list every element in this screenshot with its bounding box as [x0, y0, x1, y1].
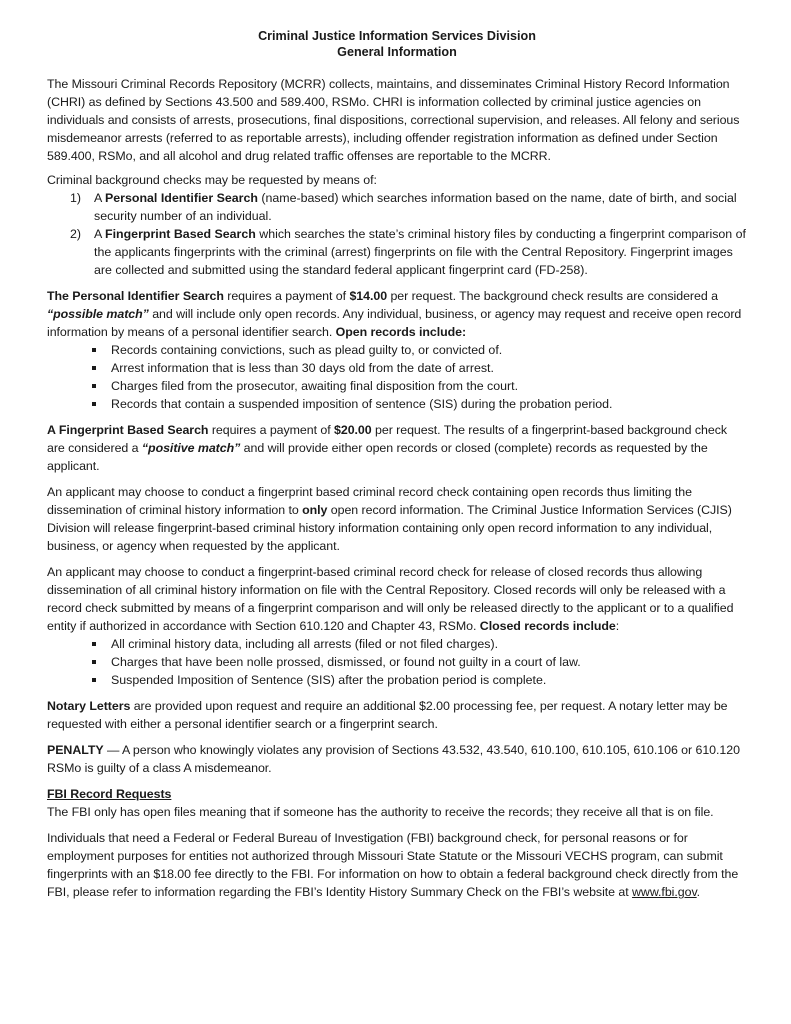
means-intro: Criminal background checks may be requested by means of: [47, 173, 377, 187]
means-item: 2) A Fingerprint Based Search which searches the state’s criminal history files by conducting a fingerprint comparison of the applicants fingerprints with the criminal (arrest) fingerprints on file with the Central Repository. Fingerprint images are collected and submitted using the standard federal applicant fingerprint card (FD-258). [70, 227, 746, 277]
positive-match-term: “positive match” [141, 441, 241, 455]
penalty-paragraph: PENALTY — A person who knowingly violates any provision of Sections 43.532, 43.540, 610.100, 610.105, 610.106 or 610.120 RSMo is guilty of a class A misdemeanor. [47, 743, 740, 775]
notary-paragraph: Notary Letters are provided upon request and require an additional $2.00 processing fee, per request. A notary letter may be requested with either a personal identifier search or a fingerprint search. [47, 699, 728, 731]
closed-records-paragraph: An applicant may choose to conduct a fingerprint-based criminal record check for release of closed records thus allowing dissemination of all criminal history information on file with the Central Repository. Closed records will only be released with a record check submitted by means of a fingerprint comparison and will only be released directly to the applicant or to a qualified entity if authorized in accordance with Section 610.120 and Chapter 43, RSMo. Closed records include: [47, 565, 734, 633]
list-item: Records containing convictions, such as plead guilty to, or convicted of. [47, 341, 747, 359]
fbi-paragraph-2: Individuals that need a Federal or Federal Bureau of Investigation (FBI) background check, for personal reasons or for employment purposes for entities not authorized through Missouri State Statute or the Missouri VECHS program, can submit fingerprints with an $18.00 fee directly to the FBI. For information on how to obtain a federal background check directly from the FBI, please refer to information regarding the FBI’s Identity History Summary Check on the FBI’s website at www.fbi.gov. [47, 831, 739, 899]
title-line-1: Criminal Justice Information Services Division [258, 29, 536, 43]
document-title [47, 28, 747, 60]
list-item: Records that contain a suspended imposition of sentence (SIS) during the probation period. [47, 395, 747, 413]
fbi-paragraph-1: The FBI only has open files meaning that if someone has the authority to receive the records; they receive all that is on file. [47, 805, 714, 819]
personal-identifier-paragraph: The Personal Identifier Search requires a payment of $14.00 per request. The background check results are considered a “possible match” and will include only open records. Any individual, business, or agency may request and receive open record information by means of a personal identifier search. Open records include: [47, 289, 742, 339]
fingerprint-search-paragraph: A Fingerprint Based Search requires a payment of $20.00 per request. The results of a fingerprint-based background check are considered a “positive match” and will provide either open records or closed (complete) records as requested by the applicant. [47, 423, 727, 473]
open-records-list [47, 341, 747, 413]
open-records-paragraph: An applicant may choose to conduct a fingerprint based criminal record check containing open records thus limiting the dissemination of criminal history information to only open record information. The Criminal Justice Information Services (CJIS) Division will release fingerprint-based criminal history information containing only open record information to any individual, business, or agency when requested by the applicant. [47, 485, 732, 553]
list-item: Suspended Imposition of Sentence (SIS) after the probation period is complete. [47, 671, 747, 689]
means-item: 1) A Personal Identifier Search (name-based) which searches information based on the name, date of birth, and social security number of an individual. [70, 191, 737, 223]
means-item-term: Fingerprint Based Search [105, 227, 256, 241]
list-item: Charges filed from the prosecutor, awaiting final disposition from the court. [47, 377, 747, 395]
document-page [47, 28, 747, 901]
list-item: Arrest information that is less than 30 days old from the date of arrest. [47, 359, 747, 377]
list-item: Charges that have been nolle prossed, dismissed, or found not guilty in a court of law. [47, 653, 747, 671]
means-item-term: Personal Identifier Search [105, 191, 258, 205]
fbs-price: $20.00 [334, 423, 372, 437]
means-list [47, 189, 747, 279]
open-records-label: Open records include: [335, 325, 467, 339]
intro-paragraph: The Missouri Criminal Records Repository (MCRR) collects, maintains, and disseminates Criminal History Record Information (CHRI) as defined by Sections 43.500 and 589.400, RSMo. CHRI is information collected by criminal justice agencies on individuals and consists of arrests, prosecutions, final dispositions, correctional supervision, and releases. All felony and serious misdemeanor arrests (referred to as reportable arrests), including offender registration information as defined under Section 589.400, RSMo, and all alcohol and drug related traffic offenses are reportable to the MCRR. [47, 77, 740, 163]
closed-records-list [47, 635, 747, 689]
means-item-number: 2) [70, 227, 82, 241]
possible-match-term: “possible match” [47, 307, 149, 321]
means-item-number: 1) [70, 191, 82, 205]
pis-price: $14.00 [349, 289, 388, 303]
fbi-website-link[interactable]: www.fbi.gov [632, 885, 697, 899]
list-item: All criminal history data, including all arrests (filed or not filed charges). [47, 635, 747, 653]
fbi-section-heading: FBI Record Requests [47, 787, 172, 801]
closed-records-label: Closed records include [479, 619, 616, 633]
title-line-2: General Information [337, 45, 457, 59]
